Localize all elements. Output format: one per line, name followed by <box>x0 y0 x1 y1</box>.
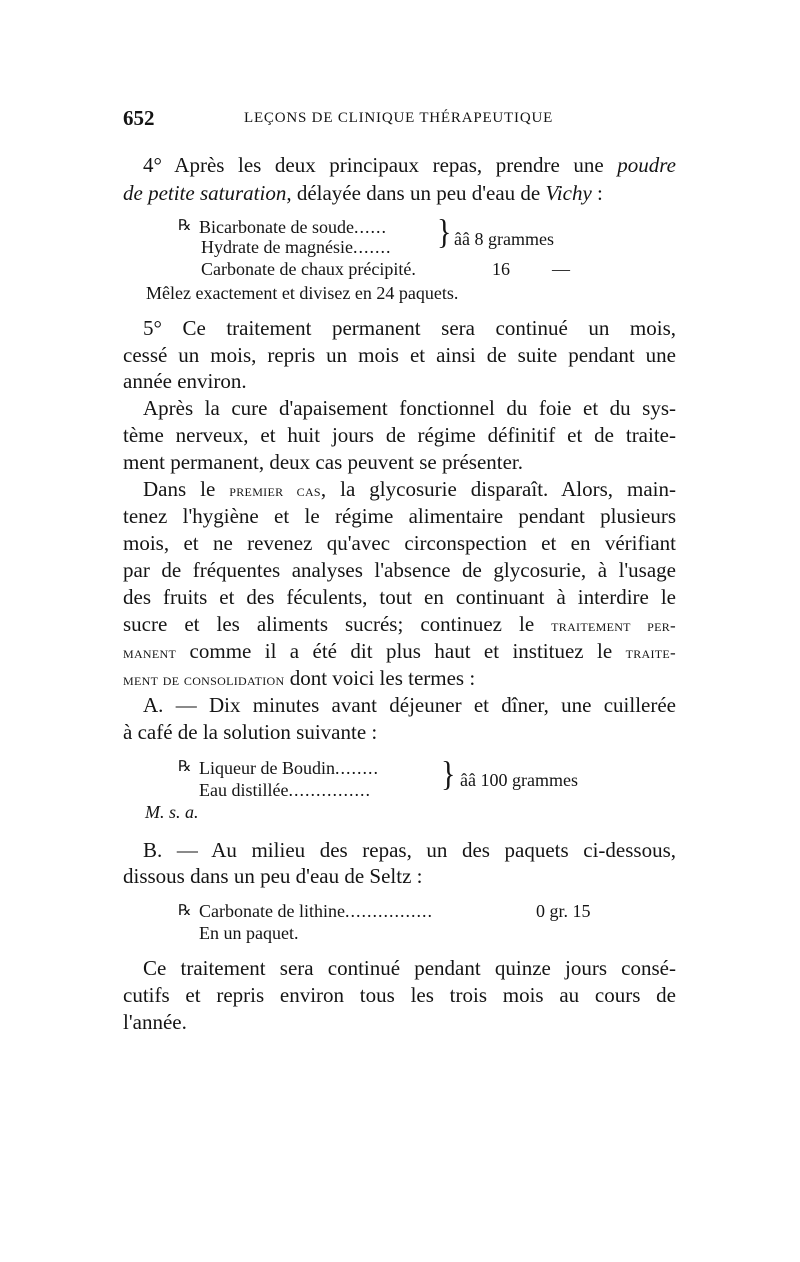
item5-line2: cessé un mois, repris un mois et ainsi de suite pendant une <box>123 343 676 367</box>
premier-line7: manent comme il a été dit plus haut et instituez le traite- <box>123 639 676 663</box>
formula2-msa: M. s. a. <box>145 802 199 822</box>
cure-line3: ment permanent, deux cas peuvent se présenter. <box>123 450 524 474</box>
item5-line3: année environ. <box>123 369 247 393</box>
formula1-row3-unit: — <box>552 259 570 279</box>
formula2-brace: } <box>441 755 456 794</box>
cure-line2: tème nerveux, et huit jours de régime définitif et de traite- <box>123 423 676 447</box>
formula1-brace: } <box>437 213 452 252</box>
page-number: 652 <box>123 106 155 130</box>
item-a-line1: A. — Dix minutes avant déjeuner et dîner, une cuillerée <box>143 693 676 717</box>
final-line3: l'année. <box>123 1010 187 1034</box>
formula1-dose: ââ 8 grammes <box>454 229 554 249</box>
final-line1: Ce traitement sera continué pendant quinze jours consé- <box>143 956 676 980</box>
premier-line3: mois, et ne revenez qu'avec circonspection et en vérifiant <box>123 531 676 555</box>
rx-symbol: ℞ <box>178 218 192 234</box>
formula1-row3: Carbonate de chaux précipité. <box>201 259 416 279</box>
premier-line4: par de fréquentes analyses l'absence de glycosurie, à l'usage <box>123 558 676 582</box>
premier-line8: ment de consolidation dont voici les termes : <box>123 666 476 690</box>
rx-symbol-2: ℞ <box>178 759 192 775</box>
formula2-row1: Liqueur de Boudin........ <box>199 758 379 778</box>
item-a-line2: à café de la solution suivante : <box>123 720 378 744</box>
premier-line1: Dans le premier cas, la glycosurie disparaît. Alors, main- <box>143 477 676 501</box>
final-line2: cutifs et repris environ tous les trois mois au cours de <box>123 983 676 1007</box>
formula2-row2: Eau distillée............... <box>199 780 371 800</box>
item5-line1: 5° Ce traitement permanent sera continué un mois, <box>143 316 676 340</box>
formula1-note: Mêlez exactement et divisez en 24 paquets. <box>146 283 459 303</box>
formula3-row1: Carbonate de lithine................ <box>199 901 433 921</box>
formula3-dose: 0 gr. 15 <box>536 901 591 921</box>
formula1-row1: Bicarbonate de soude...... <box>199 217 387 237</box>
premier-line2: tenez l'hygiène et le régime alimentaire pendant plusieurs <box>123 504 676 528</box>
item4-line2: de petite saturation, délayée dans un peu d'eau de Vichy : <box>123 181 603 205</box>
cure-line1: Après la cure d'apaisement fonctionnel du foie et du sys- <box>143 396 676 420</box>
premier-line6: sucre et les aliments sucrés; continuez le traitement per- <box>123 612 676 636</box>
item-b-line1: B. — Au milieu des repas, un des paquets ci-dessous, <box>143 838 676 862</box>
formula3-note: En un paquet. <box>199 923 299 943</box>
formula2-dose: ââ 100 grammes <box>460 770 578 790</box>
running-title: LEÇONS DE CLINIQUE THÉRAPEUTIQUE <box>244 110 554 126</box>
formula1-row3-qty: 16 <box>492 259 510 279</box>
item4-line1: 4° Après les deux principaux repas, prendre une poudre <box>143 153 676 177</box>
formula1-row2: Hydrate de magnésie....... <box>201 237 392 257</box>
item-b-line2: dissous dans un peu d'eau de Seltz : <box>123 864 423 888</box>
premier-line5: des fruits et des féculents, tout en continuant à interdire le <box>123 585 676 609</box>
rx-symbol-3: ℞ <box>178 903 192 919</box>
